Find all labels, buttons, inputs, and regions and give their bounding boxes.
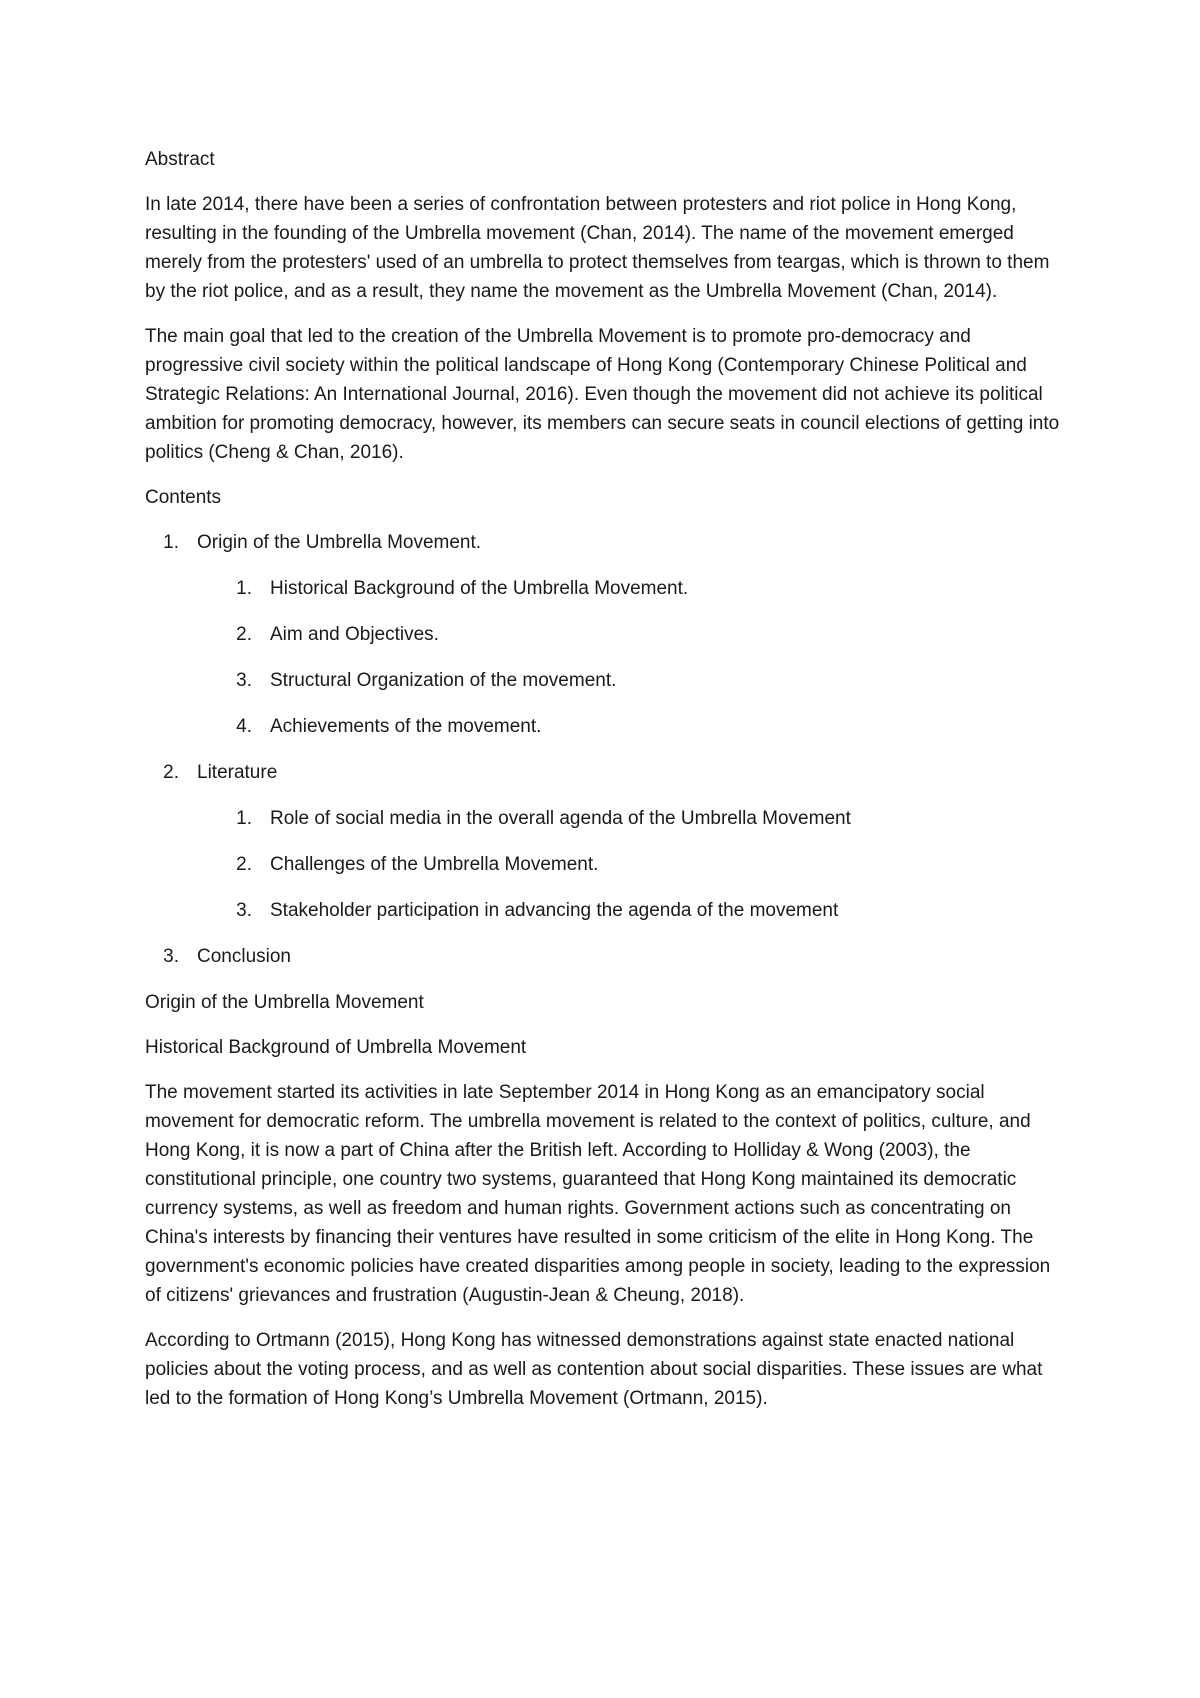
toc-label: Origin of the Umbrella Movement. [197, 532, 482, 553]
toc-subitem [125, 666, 1065, 695]
toc-number: 3. [236, 900, 252, 921]
toc-number: 1. [163, 532, 179, 553]
toc-item [125, 758, 1065, 787]
toc-number: 4. [236, 716, 252, 737]
toc-number: 1. [236, 808, 252, 829]
toc-subitem [125, 574, 1065, 603]
toc-label: Historical Background of the Umbrella Movement. [270, 578, 689, 599]
toc-subitem [125, 896, 1065, 925]
toc-subitem [125, 804, 1065, 833]
toc-subitem [125, 712, 1065, 741]
toc-label: Role of social media in the overall agenda of the Umbrella Movement [270, 808, 851, 829]
toc-number: 2. [236, 624, 252, 645]
toc-label: Literature [197, 762, 278, 783]
toc-item [125, 528, 1065, 557]
toc-number: 3. [236, 670, 252, 691]
body-paragraph: According to Ortmann (2015), Hong Kong has witnessed demonstrations against state enacted national policies about the voting process, and as well as contention about social disparities. These issues are what led to the formation of Hong Kong’s Umbrella Movement (Ortmann, 2015). [145, 1330, 1043, 1409]
toc-subitem [125, 620, 1065, 649]
subsection-heading: Historical Background of Umbrella Movement [145, 1037, 527, 1058]
toc-number: 3. [163, 946, 179, 967]
toc-label: Achievements of the movement. [270, 716, 542, 737]
contents-heading: Contents [145, 487, 222, 508]
abstract-paragraph: In late 2014, there have been a series of confrontation between protesters and riot police in Hong Kong, resulting in the founding of the Umbrella movement (Chan, 2014). The name of the movement emerged merely from the protesters' used of an umbrella to protect themselves from teargas, which is thrown to them by the riot police, and as a result, they name the movement as the Umbrella Movement (Chan, 2014). [145, 194, 1050, 302]
toc-item [125, 942, 1065, 971]
toc-number: 2. [163, 762, 179, 783]
toc-subitem [125, 850, 1065, 879]
document-content [145, 145, 1065, 1429]
toc-number: 2. [236, 854, 252, 875]
toc-label: Challenges of the Umbrella Movement. [270, 854, 599, 875]
toc-label: Structural Organization of the movement. [270, 670, 617, 691]
table-of-contents [145, 528, 1065, 971]
section-heading: Origin of the Umbrella Movement [145, 992, 424, 1013]
body-paragraph: The movement started its activities in late September 2014 in Hong Kong as an emancipatory social movement for democratic reform. The umbrella movement is related to the context of politics, culture, and Hong Kong, it is now a part of China after the British left. According to Holliday & Wong (2003), the constitutional principle, one country two systems, guaranteed that Hong Kong maintained its democratic currency systems, as well as freedom and human rights. Government actions such as concentrating on China's interests by financing their ventures have resulted in some criticism of the elite in Hong Kong. The government's economic policies have created disparities among people in society, leading to the expression of citizens' grievances and frustration (Augustin-Jean & Cheung, 2018). [145, 1082, 1051, 1306]
abstract-heading: Abstract [145, 149, 215, 170]
toc-label: Aim and Objectives. [270, 624, 439, 645]
toc-number: 1. [236, 578, 252, 599]
toc-label: Conclusion [197, 946, 291, 967]
abstract-paragraph: The main goal that led to the creation of the Umbrella Movement is to promote pro-democracy and progressive civil society within the political landscape of Hong Kong (Contemporary Chinese Political and Strategic Relations: An International Journal, 2016). Even though the movement did not achieve its political ambition for promoting democracy, however, its members can secure seats in council elections of getting into politics (Cheng & Chan, 2016). [145, 326, 1060, 463]
toc-label: Stakeholder participation in advancing the agenda of the movement [270, 900, 839, 921]
